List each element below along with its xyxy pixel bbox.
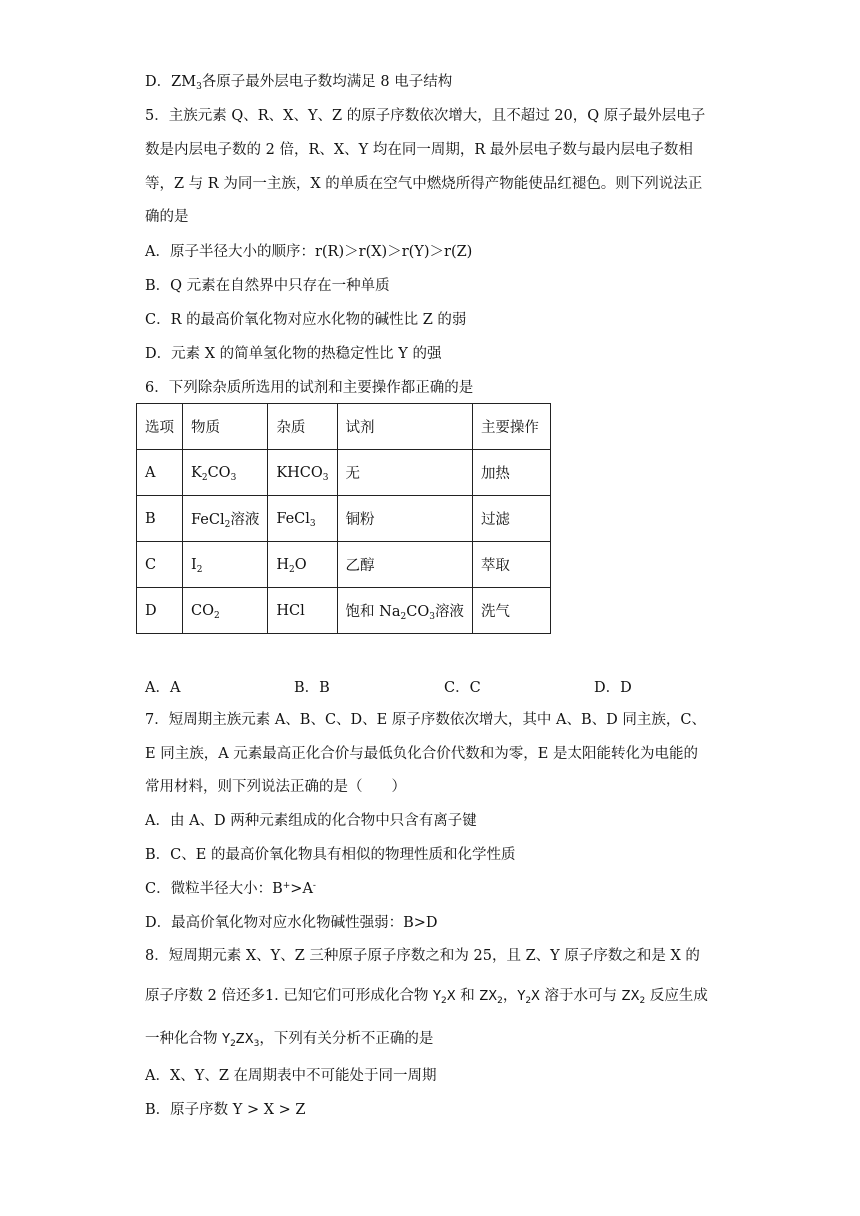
q8-stem-line-1: 8．短周期元素 X、Y、Z 三种原子原子序数之和为 25，且 Z、Y 原子序数之和是 X 的 [145, 948, 700, 964]
table-row [137, 588, 551, 634]
q6-stem: 6．下列除杂质所选用的试剂和主要操作都正确的是 [145, 380, 474, 396]
cell-operation: 过滤 [472, 496, 550, 542]
table-row [137, 450, 551, 496]
q8-option-a: A．X、Y、Z 在周期表中不可能处于同一周期 [145, 1068, 437, 1084]
cell-operation: 萃取 [472, 542, 550, 588]
q7-stem-line-1: 7．短周期主族元素 A、B、C、D、E 原子序数依次增大，其中 A、B、D 同主族，C、 [145, 712, 706, 728]
header-cell: 试剂 [337, 404, 472, 450]
cell-impurity: $H_2O$ [268, 542, 337, 588]
q4-optd-part1: D．ZM [145, 74, 197, 90]
table-row [137, 496, 551, 542]
q5-option-d: D．元素 X 的简单氢化物的热稳定性比 Y 的强 [145, 346, 442, 362]
cell-option: D [137, 588, 183, 634]
formula-zx2: $ZX_2$ [479, 989, 503, 1006]
q6-choice-c: C．C [444, 680, 481, 696]
q4-optd-part2: 各原子最外层电子数均满足 8 电子结构 [201, 74, 453, 90]
q8-option-b: B．原子序数 Y > X > Z [145, 1102, 306, 1118]
cell-reagent: 铜粉 [337, 496, 472, 542]
q6-table [136, 403, 551, 634]
cell-reagent: 无 [337, 450, 472, 496]
cell-option: A [137, 450, 183, 496]
q7-stem-line-2: E 同主族，A 元素最高正化合价与最低负化合价代数和为零，E 是太阳能转化为电能的 [145, 746, 698, 762]
cell-reagent: 乙醇 [337, 542, 472, 588]
cell-impurity: FeCl$_3$ [268, 496, 337, 542]
header-cell: 选项 [137, 404, 183, 450]
formula-zx2-2: $ZX_2$ [621, 989, 646, 1006]
cell-impurity: HCl [268, 588, 337, 634]
q7-option-b: B．C、E 的最高价氧化物具有相似的物理性质和化学性质 [145, 847, 516, 863]
q7-option-a: A．由 A、D 两种元素组成的化合物中只含有离子键 [145, 813, 477, 829]
q5-stem-line-4: 确的是 [145, 209, 189, 225]
header-cell: 杂质 [268, 404, 337, 450]
q7-option-c: C．微粒半径大小：B+>A- [145, 881, 316, 897]
header-cell: 主要操作 [472, 404, 550, 450]
q6-choice-d: D．D [594, 680, 632, 696]
table-row [137, 542, 551, 588]
q6-table-header [137, 404, 551, 450]
q6-choice-a: A．A [145, 680, 181, 696]
cell-impurity: $KHCO_3$ [268, 450, 337, 496]
q5-stem-line-3: 等，Z 与 R 为同一主族，X 的单质在空气中燃烧所得产物能使品红褪色。则下列说法正 [145, 176, 703, 192]
cell-operation: 加热 [472, 450, 550, 496]
formula-y2x-2: $Y_2X$ [517, 989, 540, 1006]
q8-stem-line-2: 原子序数 2 倍还多1. 已知它们可形成化合物 $Y_2X$ 和 $ZX_2$，$Y_2X$ 溶于水可与 $ZX_2$ 反应生成 [145, 988, 708, 1006]
formula-y2x: $Y_2X$ [433, 989, 456, 1006]
cell-substance: $CO_2$ [183, 588, 268, 634]
header-cell: 物质 [183, 404, 268, 450]
q5-stem-line-1: 5．主族元素 Q、R、X、Y、Z 的原子序数依次增大，且不超过 20，Q 原子最外层电子 [145, 108, 706, 124]
q5-option-b: B．Q 元素在自然界中只存在一种单质 [145, 278, 390, 294]
cell-substance: FeCl$_2$溶液 [183, 496, 268, 542]
formula-y2zx3: $Y_2ZX_3$ [222, 1032, 260, 1049]
q7-option-d: D．最高价氧化物对应水化物碱性强弱：B>D [145, 915, 438, 931]
q8-stem-line-3: 一种化合物 $Y_2ZX_3$，下列有关分析不正确的是 [145, 1031, 434, 1049]
cell-substance: $K_2CO_3$ [183, 450, 268, 496]
q4-optd-sub: 3 [196, 82, 202, 92]
q5-option-c: C．R 的最高价氧化物对应水化物的碱性比 Z 的弱 [145, 312, 467, 328]
q5-option-a: A．原子半径大小的顺序：r(R)＞r(X)＞r(Y)＞r(Z) [145, 244, 473, 260]
q6-choice-b: B．B [294, 680, 330, 696]
cell-option: C [137, 542, 183, 588]
cell-reagent: 饱和 $Na_2CO_3$溶液 [337, 588, 472, 634]
q7-stem-line-3: 常用材料，则下列说法正确的是（ ） [145, 779, 406, 795]
cell-substance: $I_2$ [183, 542, 268, 588]
cell-operation: 洗气 [472, 588, 550, 634]
q4-option-d [145, 72, 452, 92]
cell-option: B [137, 496, 183, 542]
q5-stem-line-2: 数是内层电子数的 2 倍，R、X、Y 均在同一周期，R 最外层电子数与最内层电子数相 [145, 142, 693, 158]
